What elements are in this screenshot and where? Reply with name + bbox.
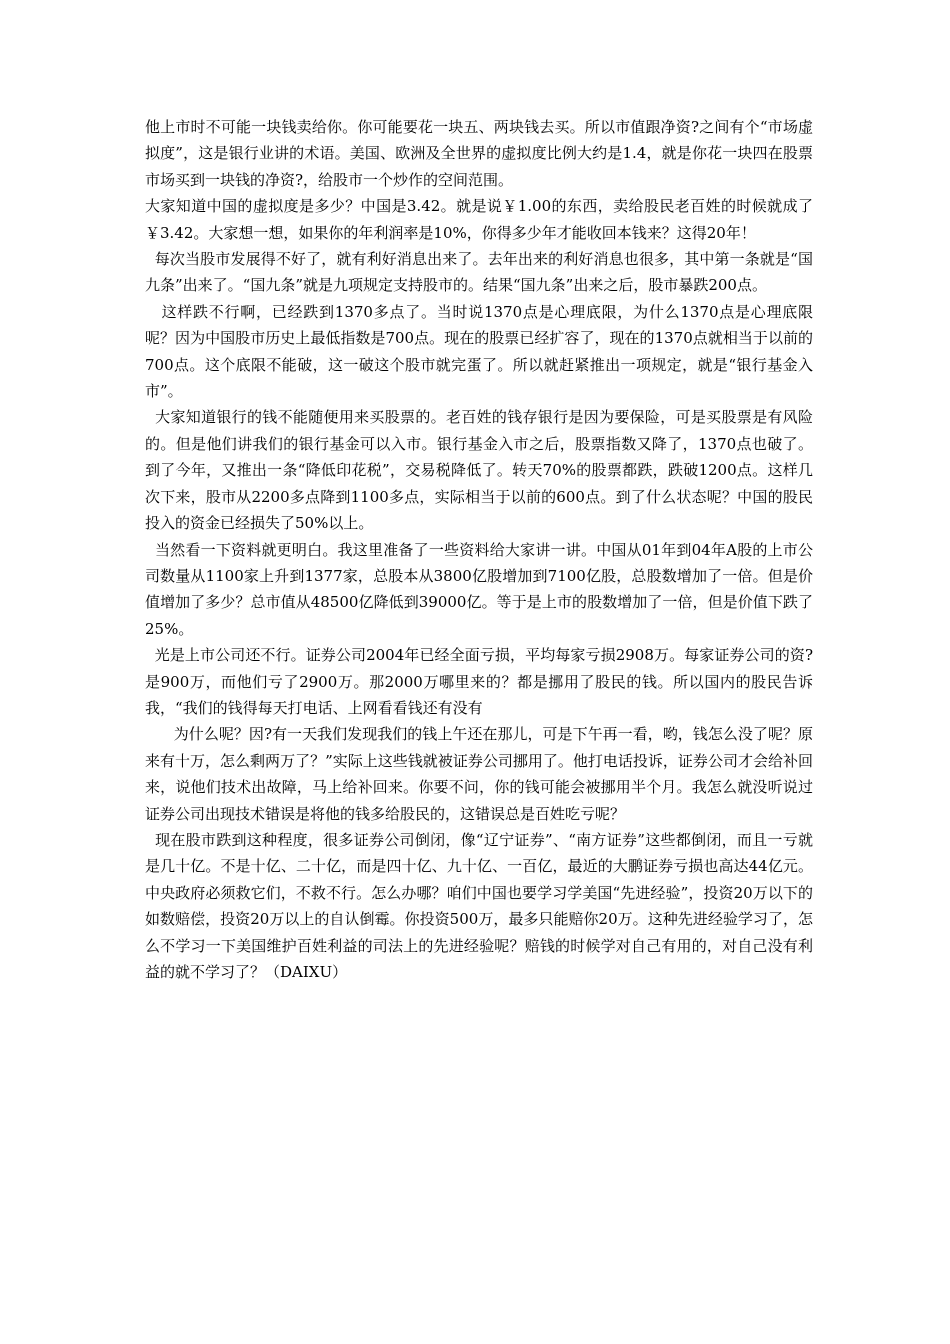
paragraph-1: 他上市时不可能一块钱卖给你。你可能要花一块五、两块钱去买。所以市值跟净资?之间有个“市场虚拟度”，这是银行业讲的术语。美国、欧洲及全世界的虚拟度比例大约是1.4，就是你花一块四在股票市场买到一块钱的净资?，给股市一个炒作的空间范围。	[145, 118, 813, 189]
paragraph-2: 大家知道中国的虚拟度是多少？中国是3.42。就是说￥1.00的东西，卖给股民老百姓的时候就成了￥3.42。大家想一想，如果你的年利润率是10%，你得多少年才能收回本钱来？这得20年！	[145, 197, 813, 242]
article-body	[145, 114, 813, 985]
paragraph-9: 现在股市跌到这种程度，很多证券公司倒闭，像“辽宁证券”、“南方证券”这些都倒闭，而且一亏就是几十亿。不是十亿、二十亿，而是四十亿、九十亿、一百亿，最近的大鹏证券亏损也高达44亿元。中央政府必须救它们，不救不行。怎么办哪？咱们中国也要学习学美国“先进经验”，投资20万以下的如数赔偿，投资20万以上的自认倒霉。你投资500万，最多只能赔你20万。这种先进经验学习了，怎么不学习一下美国维护百姓利益的司法上的先进经验呢？赔钱的时候学对自己有用的，对自己没有利益的就不学习了？（DAIXU）	[145, 830, 813, 981]
paragraph-5: 大家知道银行的钱不能随便用来买股票的。老百姓的钱存银行是因为要保险，可是买股票是有风险的。但是他们讲我们的银行基金可以入市。银行基金入市之后，股票指数又降了，1370点也破了。到了今年，又推出一条“降低印花税”，交易税降低了。转天70%的股票都跌，跌破1200点。这样几次下来，股市从2200多点降到1100多点，实际相当于以前的600点。到了什么状态呢？中国的股民投入的资金已经损失了50%以上。	[145, 408, 813, 533]
paragraph-7: 光是上市公司还不行。证券公司2004年已经全面亏损，平均每家亏损2908万。每家证券公司的资?是900万，而他们亏了2900万。那2000万哪里来的？都是挪用了股民的钱。所以国内的股民告诉我，“我们的钱得每天打电话、上网看看钱还有没有	[145, 646, 813, 717]
paragraph-6: 当然看一下资料就更明白。我这里准备了一些资料给大家讲一讲。中国从01年到04年A股的上市公司数量从1100家上升到1377家，总股本从3800亿股增加到7100亿股，总股数增加了一倍。但是价值增加了多少？总市值从48500亿降低到39000亿。等于是上市的股数增加了一倍，但是价值下跌了25%。	[145, 540, 813, 638]
paragraph-8: 为什么呢？因?有一天我们发现我们的钱上午还在那儿，可是下午再一看，哟，钱怎么没了呢？原来有十万，怎么剩两万了？”实际上这些钱就被证券公司挪用了。他打电话投诉，证券公司才会给补回来，说他们技术出故障，马上给补回来。你要不问，你的钱可能会被挪用半个月。我怎么就没听说过证券公司出现技术错误是将他的钱多给股民的，这错误总是百姓吃亏呢？	[145, 725, 814, 823]
paragraph-3: 每次当股市发展得不好了，就有利好消息出来了。去年出来的利好消息也很多，其中第一条就是“国九条”出来了。“国九条”就是九项规定支持股市的。结果“国九条”出来之后，股市暴跌200点。	[145, 250, 813, 295]
paragraph-4: 这样跌不行啊，已经跌到1370多点了。当时说1370点是心理底限，为什么1370点是心理底限呢？因为中国股市历史上最低指数是700点。现在的股票已经扩容了，现在的1370点就相当于以前的700点。这个底限不能破，这一破这个股市就完蛋了。所以就赶紧推出一项规定，就是“银行基金入市”。	[145, 302, 814, 401]
